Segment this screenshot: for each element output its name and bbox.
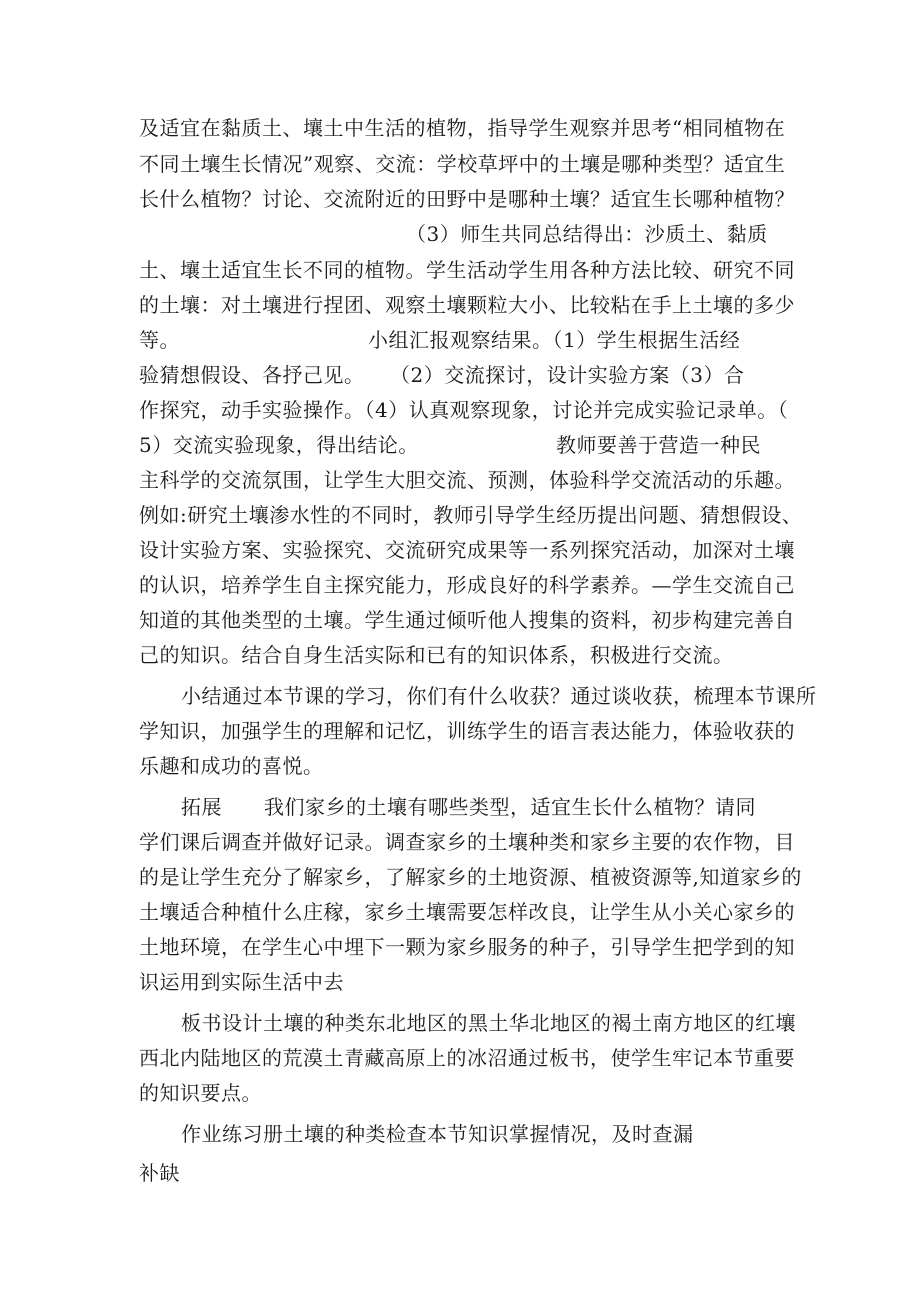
text-line: 的认识，培养学生自主探究能力，形成良好的科学素养。—学生交流自己 <box>139 573 795 597</box>
text-line: 长什么植物？讨论、交流附近的田野中是哪种土壤？适宜生长哪种植物？ <box>139 187 795 211</box>
text-line: 我们家乡的土壤有哪些类型，适宜生长什么植物？请同 <box>264 795 756 819</box>
text-line: 及适宜在黏质土、壤土中生活的植物，指导学生观察并思考“相同植物在 <box>139 116 786 140</box>
text-line: 等。 <box>139 328 180 352</box>
text-line: 土、壤土适宜生长不同的植物。学生活动学生用各种方法比较、研究不同 <box>139 258 795 282</box>
text-line: 小结通过本节课的学习，你们有什么收获？通过谈收获，梳理本节课所 <box>181 684 817 708</box>
text-line: 不同土壤生长情况”观察、交流：学校草坪中的土壤是哪种类型？适宜生 <box>139 152 786 176</box>
text-line: 作业练习册土壤的种类检查本节知识掌握情况，及时查漏 <box>181 1122 694 1146</box>
text-line: 板书设计土壤的种类东北地区的黑土华北地区的褐土南方地区的红壤 <box>181 1011 796 1035</box>
text-line: 验猜想假设、各抒己见。 <box>139 363 365 387</box>
text-line: 土地环境，在学生心中埋下一颗为家乡服务的种子，引导学生把学到的知 <box>139 935 795 959</box>
text-line: 学们课后调查并做好记录。调查家乡的土壤种类和家乡主要的农作物，目 <box>139 830 795 854</box>
text-line: （3）师生共同总结得出：沙质土、黏质 <box>406 222 768 246</box>
text-line: 作探究，动手实验操作。（4）认真观察现象，讨论并完成实验记录单。（ <box>139 398 789 422</box>
text-line: 的知识要点。 <box>139 1081 262 1105</box>
text-line: （2）交流探讨，设计实验方案（3）合 <box>390 363 745 387</box>
text-line: 学知识，加强学生的理解和记忆，训练学生的语言表达能力，体验收获的 <box>139 719 795 743</box>
text-line: 主科学的交流氛围，让学生大胆交流、预测，体验科学交流活动的乐趣。 <box>139 468 795 492</box>
text-line: 知道的其他类型的土壤。学生通过倾听他人搜集的资料，初步构建完善自 <box>139 608 795 632</box>
text-line: 补缺 <box>139 1161 180 1185</box>
text-line: 设计实验方案、实验探究、交流研究成果等一系列探究活动，加深对土壤 <box>139 538 795 562</box>
text-line: 西北内陆地区的荒漠土青藏高原上的冰沼通过板书，使学生牢记本节重要 <box>139 1046 795 1070</box>
text-line: 己的知识。结合自身生活实际和已有的知识体系，积极进行交流。 <box>139 643 734 667</box>
text-line: 例如:研究土壤渗水性的不同时，教师引导学生经历提出问题、猜想假设、 <box>139 503 803 527</box>
text-line: 拓展 <box>181 795 222 819</box>
text-line: 乐趣和成功的喜悦。 <box>139 754 324 778</box>
text-line: 土壤适合种植什么庄稼，家乡土壤需要怎样改良，让学生从小关心家乡的 <box>139 900 795 924</box>
text-line: 识运用到实际生活中去 <box>139 970 344 994</box>
text-line: 小组汇报观察结果。（1）学生根据生活经 <box>368 328 741 352</box>
text-line: 教师要善于营造一种民 <box>556 433 761 457</box>
text-line: 的土壤：对土壤进行捏团、观察土壤颗粒大小、比较粘在手上土壤的多少 <box>139 293 795 317</box>
text-line: 的是让学生充分了解家乡，了解家乡的土地资源、植被资源等,知道家乡的 <box>139 865 802 889</box>
text-line: 5）交流实验现象，得出结论。 <box>139 433 419 457</box>
